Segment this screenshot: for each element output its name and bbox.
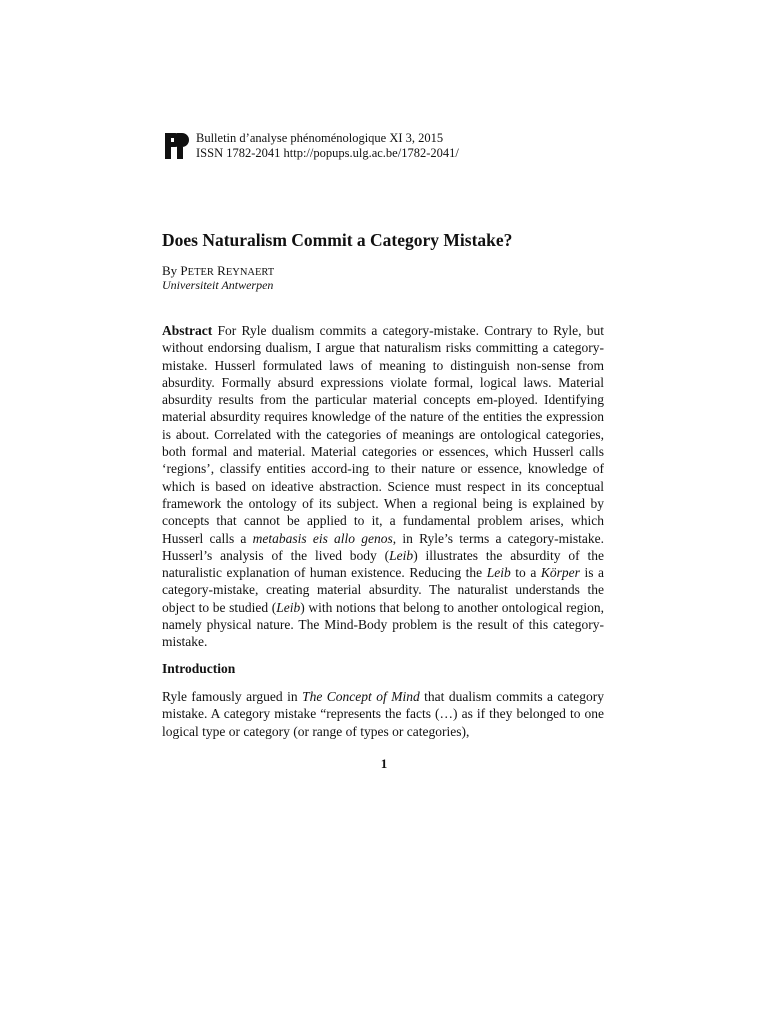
abstract-text-2: , in Ryle’s terms a category-mistake. Husserl’s analysis of the lived body ( (162, 530, 604, 563)
author-last-initial: R (217, 263, 226, 278)
abstract-italic-1: metabasis eis allo genos (252, 530, 393, 546)
journal-citation: Bulletin d’analyse phénoménologique XI 3, 2015 (196, 131, 444, 145)
abstract-text-4: to a (510, 565, 541, 581)
author-affiliation: Universiteit Antwerpen (162, 278, 274, 292)
abstract-italic-2: Leib (389, 547, 414, 563)
byline-prefix: By (162, 263, 178, 278)
article-title: Does Naturalism Commit a Category Mistake? (162, 230, 513, 250)
abstract-text-1: For Ryle dualism commits a category-mistake. Contrary to Ryle, but without endorsing dualism, I argue that naturalism risks committing a category-mistake. Husserl formulated laws of meaning to distinguish non-sense from absurdity. Formally absurd expressions violate formal, logical laws. Material absurdity results from the particular material concepts em-ployed. Identifying material absurdity requires knowledge of the nature of the entities the expression is about. Correlated with the categories of meanings are ontological categories, both formal and material. Material categories or essences, which Husserl calls ‘regions’, classify entities accord-ing to their nature or essence, knowledge of which is based on ideative abstraction. Science must respect in its conceptual framework the ontology of its subject. When a regional being is explained by concepts that cannot be applied to it, a fundamental problem arises, which Husserl calls a (162, 323, 604, 546)
author-first-initial: P (180, 263, 188, 278)
abstract-italic-3: Leib (486, 565, 511, 581)
intro-text-1: Ryle famously argued in (162, 689, 303, 704)
abstract-text-5: is a category-mistake, creating material absurdity. The naturalist understands the object to be studied ( (162, 565, 605, 615)
abstract-text-3: ) illustrates the absurdity of the naturalistic explanation of human existence. Reducing the (162, 547, 604, 581)
intro-text-2: that dualism commits a category mistake. A category mistake “represents the facts (…) as if they belonged to one logical type or category (or range of types or categories), (162, 689, 604, 739)
author-last-rest: EYNAERT (225, 267, 275, 278)
abstract-paragraph (162, 322, 604, 651)
introduction-paragraph (162, 688, 604, 740)
intro-italic-1: The Concept of Mind (302, 689, 420, 704)
abstract-label: Abstract (162, 323, 213, 338)
author-first-rest: ETER (187, 267, 214, 278)
journal-header (162, 131, 459, 161)
page-number: 1 (380, 756, 388, 771)
abstract-text-6: ) with notions that belong to another ontological region, namely physical nature. The Mind-Body problem is the result of this category-mistake. (162, 599, 604, 650)
abstract-italic-5: Leib (276, 599, 301, 615)
section-heading-introduction: Introduction (162, 661, 236, 676)
journal-info (196, 131, 459, 161)
abstract-italic-4: Körper (540, 565, 580, 581)
journal-logo-icon (162, 132, 190, 160)
journal-issn-url: ISSN 1782-2041 http://popups.ulg.ac.be/1782-2041/ (196, 146, 459, 160)
